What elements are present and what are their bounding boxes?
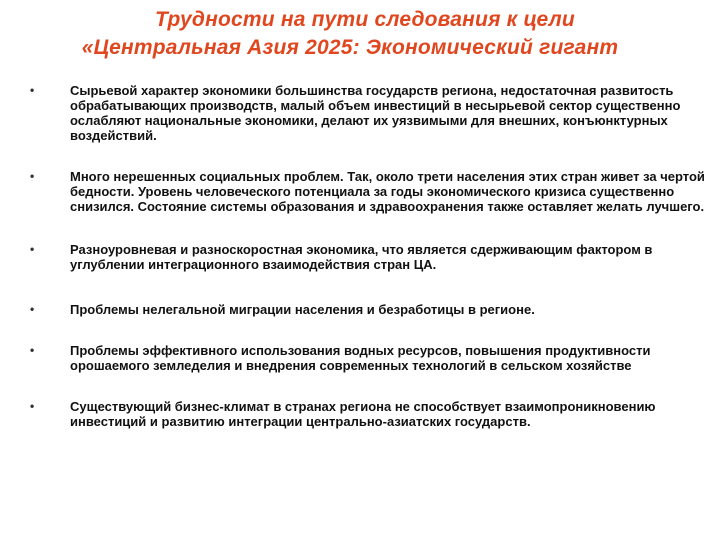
list-item xyxy=(30,343,705,373)
list-item-text: Проблемы эффективного использования водных ресурсов, повышения продуктивности орошаемого земледелия и внедрения современных технологий в сельском хозяйстве xyxy=(70,343,651,373)
bullet-icon: • xyxy=(30,242,35,256)
list-item xyxy=(30,302,705,317)
list-item xyxy=(30,242,705,272)
bullet-icon: • xyxy=(30,399,35,413)
bullet-icon: • xyxy=(30,169,35,183)
bullet-icon: • xyxy=(30,343,35,357)
list-item xyxy=(30,399,705,429)
slide-title-line-2: «Центральная Азия 2025: Экономический гигант xyxy=(81,36,619,59)
list-item-text: Много нерешенных социальных проблем. Так, около трети населения этих стран живет за чертой бедности. Уровень человеческого потенциала за годы экономического кризиса существенно снизился. Состояние системы образования и здравоохранения также оставляет желать лучшего. xyxy=(70,169,705,214)
list-item xyxy=(30,83,705,143)
slide-title-line-1: Трудности на пути следования к цели xyxy=(155,8,575,31)
list-item-text: Проблемы нелегальной миграции населения и безработицы в регионе. xyxy=(70,302,535,317)
list-item-text: Существующий бизнес-климат в странах региона не способствует взаимопроникновению инвестиций и развитию интеграции центрально-азиатских государств. xyxy=(70,399,656,429)
list-item-text: Сырьевой характер экономики большинства государств региона, недостаточная развитость обрабатывающих производств, малый объем инвестиций в несырьевой сектор существенно ослабляют национальные экономики, делают их уязвимыми для внешних, конъюнктурных воздействий. xyxy=(70,83,681,143)
list-item-text: Разноуровневая и разноскоростная экономика, что является сдерживающим фактором в углублении интеграционного взаимодействия стран ЦА. xyxy=(70,242,653,272)
bullet-icon: • xyxy=(30,83,35,97)
slide-title xyxy=(0,6,720,62)
bullet-list xyxy=(30,83,705,429)
list-item xyxy=(30,169,705,214)
bullet-icon: • xyxy=(30,302,35,316)
